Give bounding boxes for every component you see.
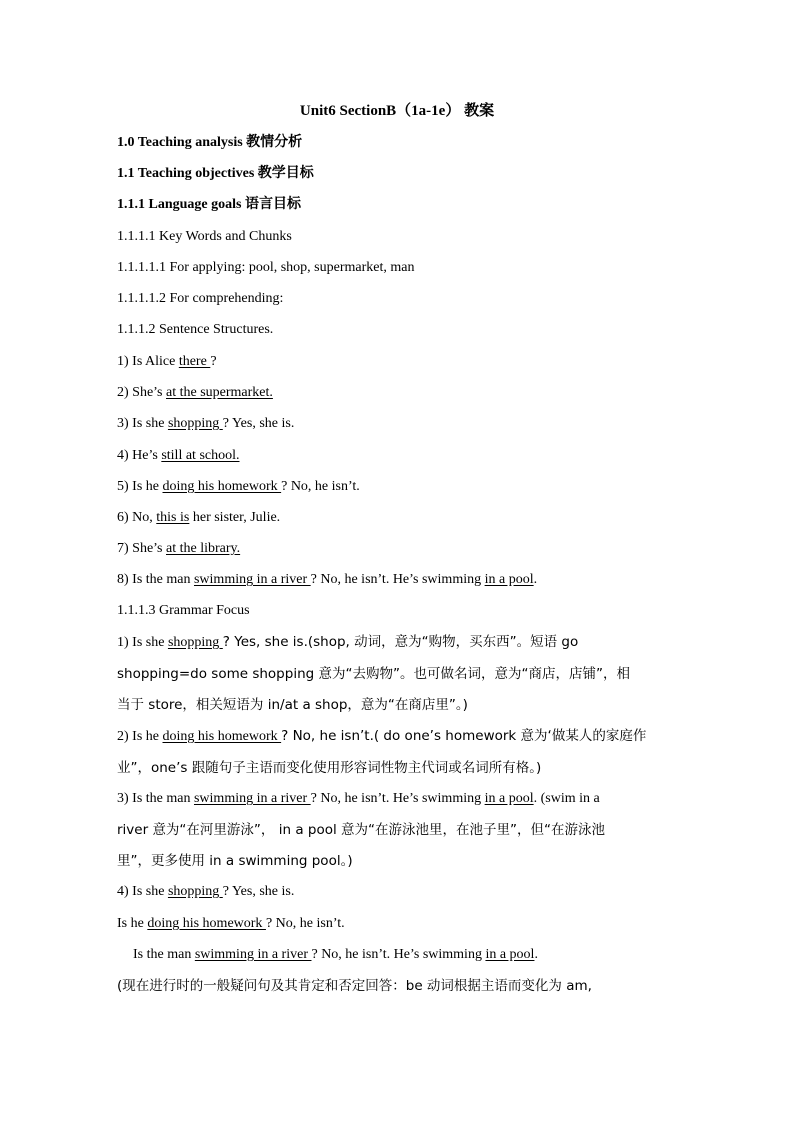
grammar-note: (现在进行时的一般疑问句及其肯定和否定回答：be 动词根据主语而变化为 am, bbox=[117, 978, 592, 994]
sentence-item bbox=[117, 415, 294, 433]
page-title: Unit6 SectionB（1a-1e） 教案 bbox=[299, 103, 495, 119]
sentence-item bbox=[117, 478, 360, 496]
grammar-item bbox=[117, 790, 600, 808]
key-words-applying: 1.1.1.1.1 For applying: pool, shop, supermarket, man bbox=[117, 260, 415, 275]
key-words-heading: 1.1.1.1 Key Words and Chunks bbox=[117, 229, 292, 244]
grammar-item bbox=[133, 946, 538, 964]
sentence-text: 6) No, bbox=[117, 510, 157, 525]
grammar-text: . bbox=[534, 947, 538, 962]
sentence-underlined: at the library. bbox=[166, 541, 241, 556]
sentence-underlined: shopping bbox=[167, 416, 223, 431]
sentence-underlined: at the supermarket. bbox=[166, 385, 273, 400]
heading-teaching-analysis: 1.0 Teaching analysis 教情分析 bbox=[117, 135, 303, 150]
sentence-underlined: there bbox=[178, 354, 211, 369]
sentence-text: 3) Is she bbox=[117, 416, 168, 431]
grammar-continuation: 当于 store，相关短语为 in/at a shop，意为“在商店里”。) bbox=[117, 697, 468, 713]
sentence-text: her sister, Julie. bbox=[189, 510, 281, 525]
sentence-underlined: this is bbox=[156, 510, 190, 525]
grammar-text: ? Yes, she is. bbox=[222, 884, 295, 899]
grammar-text: 3) Is the man bbox=[117, 791, 194, 806]
sentence-text: ? Yes, she is. bbox=[222, 416, 295, 431]
sentence-item bbox=[117, 571, 537, 589]
grammar-text: ? No, he isn’t.( do one’s homework 意为‘做某人的家庭作 bbox=[281, 728, 647, 744]
grammar-item bbox=[117, 915, 345, 933]
grammar-text: Is the man bbox=[133, 947, 195, 962]
grammar-text: 2) Is he bbox=[117, 729, 163, 744]
grammar-continuation: 里”，更多使用 in a swimming pool。) bbox=[117, 853, 353, 869]
grammar-text: ? No, he isn’t. He’s swimming bbox=[311, 947, 486, 962]
grammar-underlined: in a pool bbox=[484, 791, 534, 806]
sentence-text: ? No, he isn’t. He’s swimming bbox=[310, 572, 485, 587]
sentence-text: 4) He’s bbox=[117, 448, 162, 463]
grammar-underlined: swimming in a river bbox=[194, 947, 312, 962]
sentence-text: 5) Is he bbox=[117, 479, 163, 494]
sentence-text: 1) Is Alice bbox=[117, 354, 179, 369]
sentences-heading: 1.1.1.2 Sentence Structures. bbox=[117, 322, 274, 337]
grammar-underlined: doing his homework bbox=[162, 729, 282, 744]
grammar-underlined: shopping bbox=[167, 635, 223, 650]
sentence-item bbox=[117, 509, 280, 527]
sentence-item bbox=[117, 540, 240, 558]
grammar-continuation: shopping=do some shopping 意为“去购物”。也可做名词，意为“商店，店铺”，相 bbox=[117, 666, 630, 682]
grammar-text: Is he bbox=[117, 916, 148, 931]
sentence-underlined: swimming in a river bbox=[193, 572, 311, 587]
grammar-text: ? No, he isn’t. He’s swimming bbox=[310, 791, 485, 806]
sentence-underlined: still at school. bbox=[161, 448, 240, 463]
grammar-item bbox=[117, 633, 578, 652]
sentence-text: ? bbox=[210, 354, 217, 369]
sentence-underlined: in a pool bbox=[484, 572, 534, 587]
grammar-text: ? No, he isn’t. bbox=[265, 916, 345, 931]
grammar-item bbox=[117, 883, 294, 901]
grammar-text: 1) Is she bbox=[117, 635, 168, 650]
grammar-text: 4) Is she bbox=[117, 884, 168, 899]
grammar-text: ? Yes, she is.(shop, 动词，意为“购物，买东西”。短语 go bbox=[222, 634, 579, 650]
sentence-item bbox=[117, 353, 217, 371]
grammar-text: . (swim in a bbox=[533, 791, 600, 806]
sentence-text: 8) Is the man bbox=[117, 572, 194, 587]
sentence-text: 2) She’s bbox=[117, 385, 166, 400]
grammar-underlined: shopping bbox=[167, 884, 223, 899]
grammar-underlined: swimming in a river bbox=[193, 791, 311, 806]
heading-teaching-objectives: 1.1 Teaching objectives 教学目标 bbox=[117, 166, 314, 181]
sentence-item bbox=[117, 447, 240, 465]
sentence-item bbox=[117, 384, 273, 402]
sentence-underlined: doing his homework bbox=[162, 479, 282, 494]
sentence-text: . bbox=[533, 572, 538, 587]
grammar-continuation: 业”，one’s 跟随句子主语而变化使用形容词性物主代词或名词所有格。) bbox=[117, 760, 542, 776]
grammar-underlined: doing his homework bbox=[147, 916, 266, 931]
sentence-text: 7) She’s bbox=[117, 541, 166, 556]
sentence-text: ? No, he isn’t. bbox=[281, 479, 360, 494]
heading-language-goals: 1.1.1 Language goals 语言目标 bbox=[117, 197, 301, 212]
grammar-heading: 1.1.1.3 Grammar Focus bbox=[117, 603, 250, 618]
grammar-underlined: in a pool bbox=[485, 947, 535, 962]
grammar-continuation: river 意为“在河里游泳”， in a pool 意为“在游泳池里，在池子里”，但“在游泳池 bbox=[117, 822, 605, 838]
grammar-item bbox=[117, 727, 646, 746]
key-words-comprehending: 1.1.1.1.2 For comprehending: bbox=[117, 291, 284, 306]
